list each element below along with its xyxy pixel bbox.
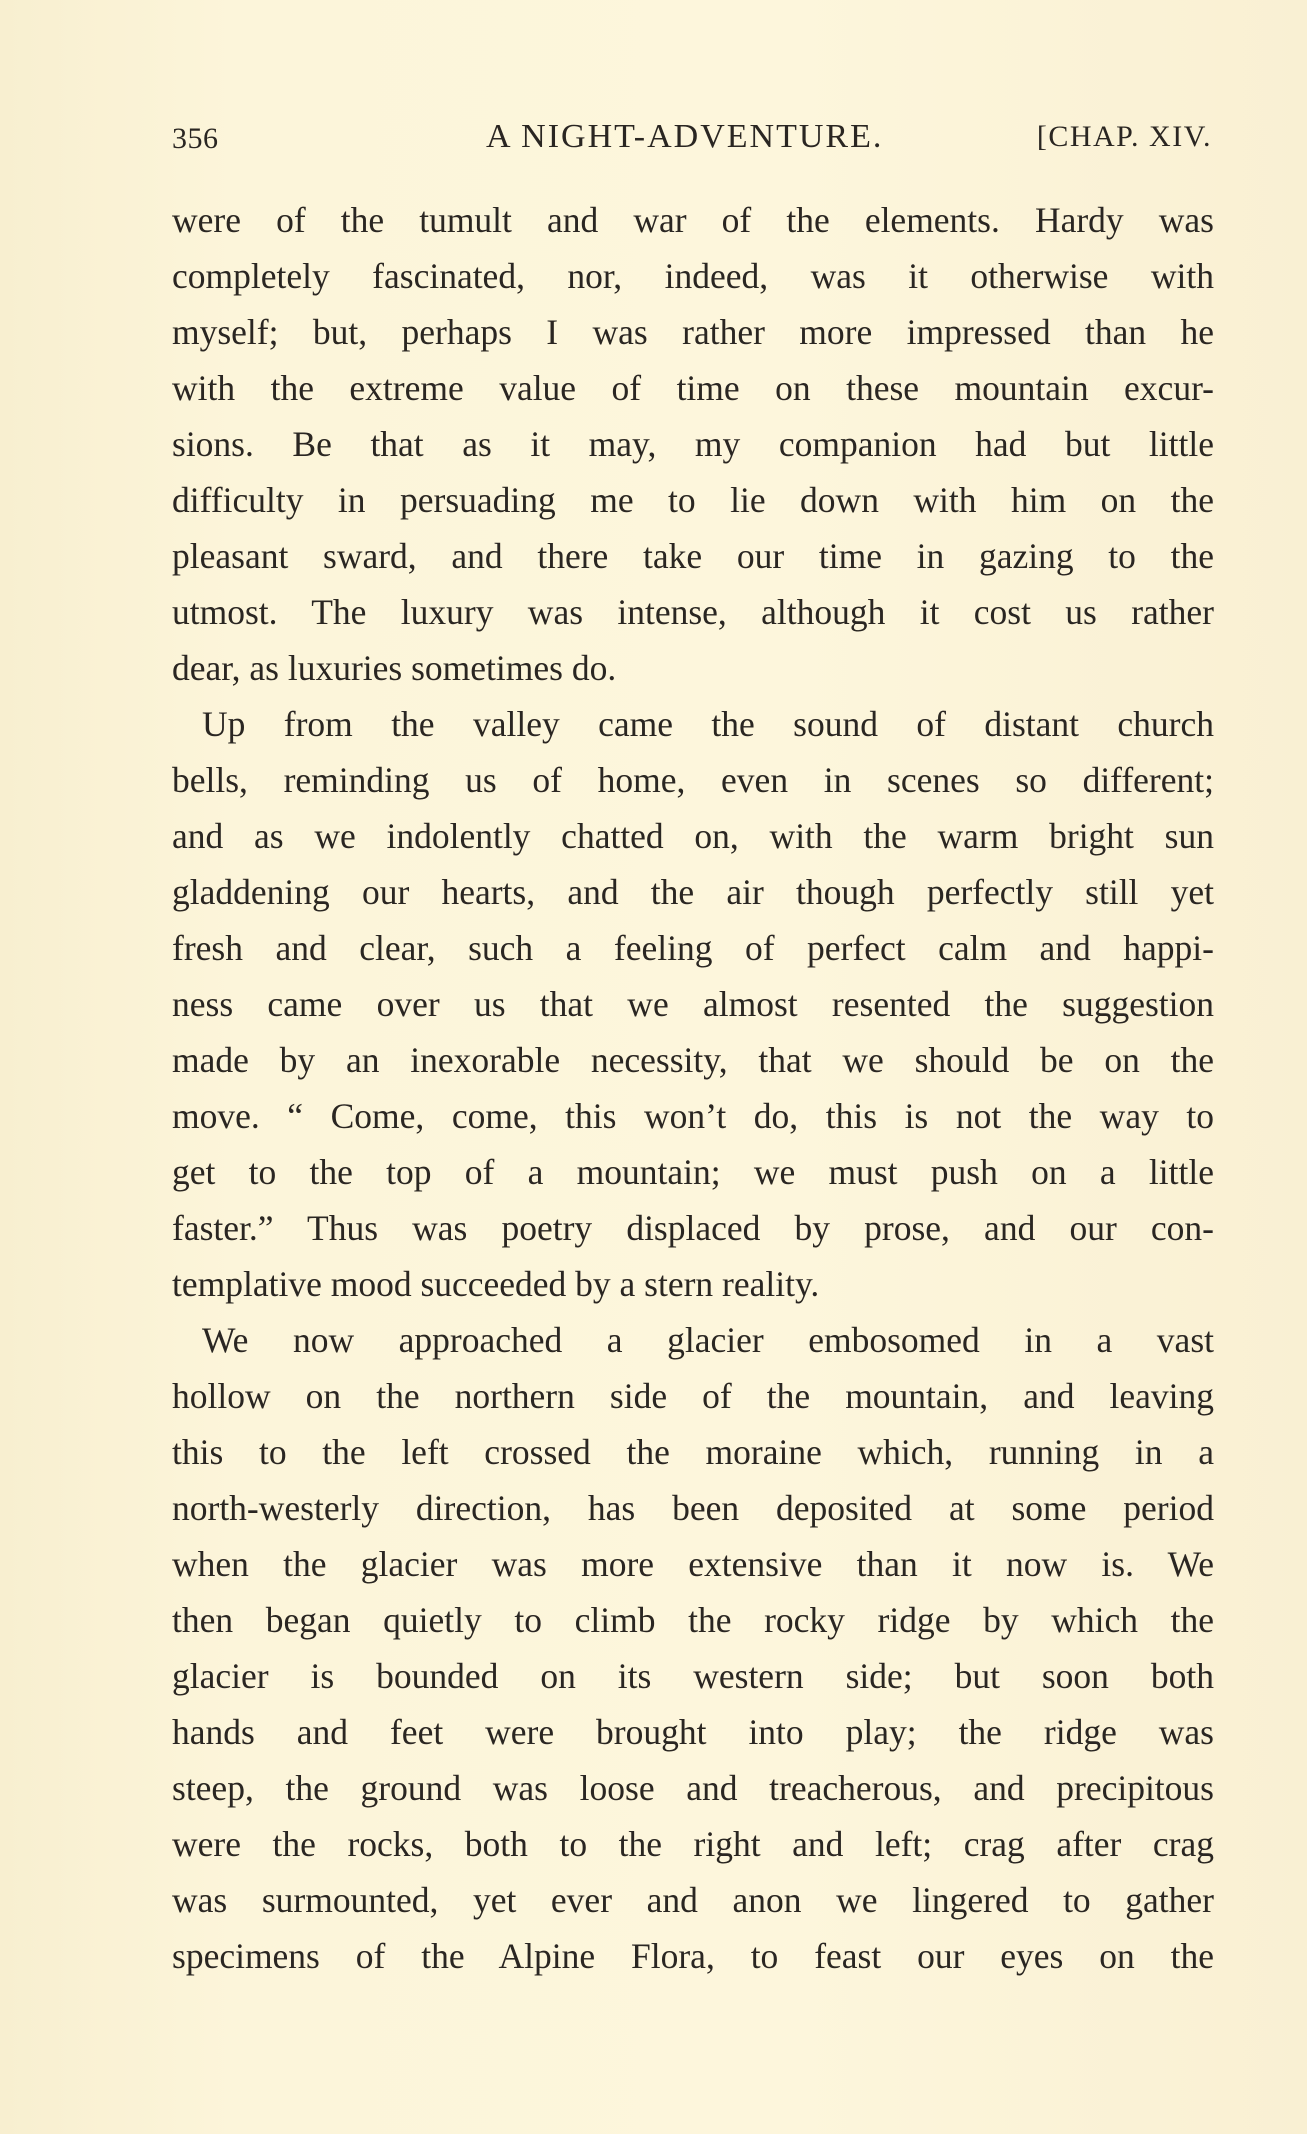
body-text [172,192,1214,1984]
running-title: A NIGHT-ADVENTURE. [486,118,884,155]
text-line: We now approached a glacier embosomed in a vast [202,1320,1214,1360]
text-line: specimens of the Alpine Flora, to feast our eyes on the [172,1936,1214,1976]
text-line: then began quietly to climb the rocky ridge by which the [172,1600,1214,1640]
running-header [172,118,1222,168]
text-line: faster.” Thus was poetry displaced by prose, and our con- [172,1208,1214,1248]
text-line: dear, as luxuries sometimes do. [172,648,617,688]
text-line: was surmounted, yet ever and anon we lingered to gather [172,1880,1214,1920]
text-line: were the rocks, both to the right and left; crag after crag [172,1824,1214,1864]
text-line: were of the tumult and war of the elements. Hardy was [172,200,1214,240]
text-line: this to the left crossed the moraine which, running in a [172,1432,1214,1472]
text-line: difficulty in persuading me to lie down with him on the [172,480,1214,520]
text-line: sions. Be that as it may, my companion had but little [172,424,1214,464]
text-line: get to the top of a mountain; we must push on a little [172,1152,1214,1192]
text-line: gladdening our hearts, and the air though perfectly still yet [172,872,1214,912]
text-line: move. “ Come, come, this won’t do, this is not the way to [172,1096,1214,1136]
page-number: 356 [172,122,219,155]
chapter-label: [CHAP. XIV. [1036,120,1212,153]
text-line: hands and feet were brought into play; the ridge was [172,1712,1214,1752]
text-line: hollow on the northern side of the mountain, and leaving [172,1376,1214,1416]
text-line: templative mood succeeded by a stern reality. [172,1264,820,1304]
text-line: utmost. The luxury was intense, although it cost us rather [172,592,1214,632]
text-line: bells, reminding us of home, even in scenes so different; [172,760,1214,800]
text-line: fresh and clear, such a feeling of perfect calm and happi- [172,928,1214,968]
text-line: and as we indolently chatted on, with the warm bright sun [172,816,1214,856]
text-line: myself; but, perhaps I was rather more impressed than he [172,312,1214,352]
text-line: north-westerly direction, has been deposited at some period [172,1488,1214,1528]
text-line: Up from the valley came the sound of distant church [202,704,1214,744]
text-line: ness came over us that we almost resented the suggestion [172,984,1214,1024]
text-line: made by an inexorable necessity, that we should be on the [172,1040,1214,1080]
text-line: completely fascinated, nor, indeed, was it otherwise with [172,256,1214,296]
text-line: glacier is bounded on its western side; but soon both [172,1656,1214,1696]
text-line: with the extreme value of time on these mountain excur- [172,368,1214,408]
text-line: pleasant sward, and there take our time in gazing to the [172,536,1214,576]
text-line: when the glacier was more extensive than it now is. We [172,1544,1214,1584]
text-line: steep, the ground was loose and treacherous, and precipitous [172,1768,1214,1808]
